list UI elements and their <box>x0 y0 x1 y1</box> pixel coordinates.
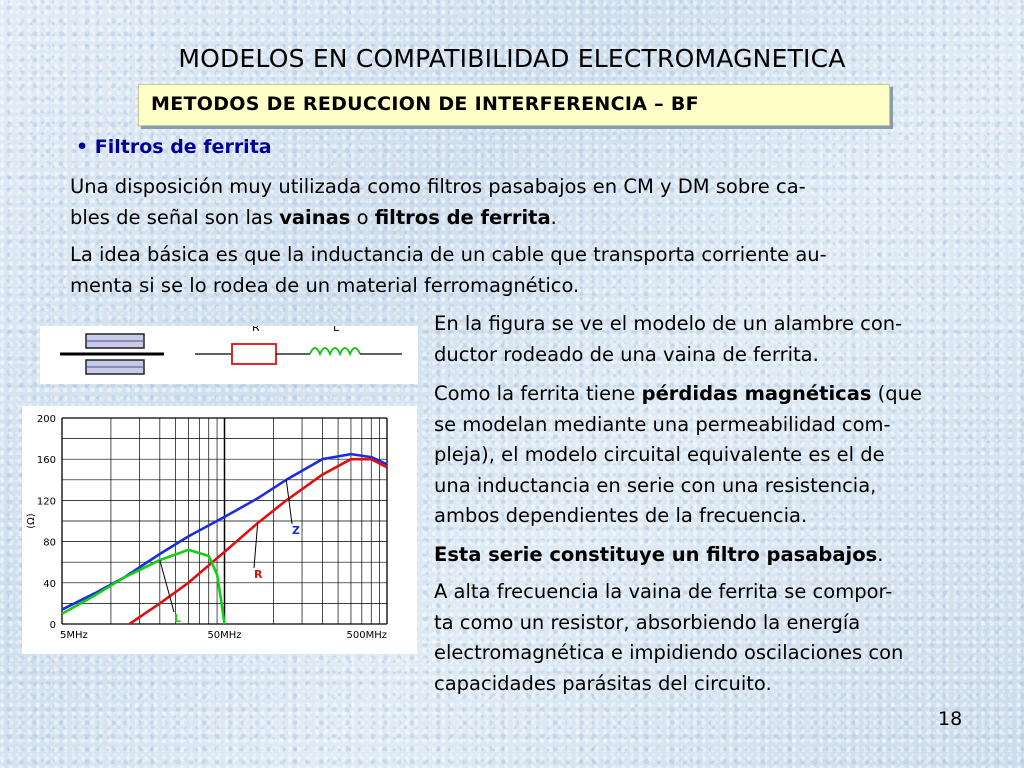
text-line: pleja), el modelo circuital equivalente es el de <box>434 443 885 466</box>
series-leader-line <box>254 523 258 568</box>
right-paragraph-4 <box>434 577 1014 699</box>
series-label-r: R <box>254 568 263 581</box>
y-tick-label: 0 <box>49 620 56 631</box>
series-label-z: Z <box>292 524 300 537</box>
circuit-svg <box>40 326 418 384</box>
text-line <box>434 540 1014 571</box>
x-tick-label: 500MHz <box>346 630 387 641</box>
x-tick-label: 5MHz <box>60 630 88 641</box>
y-tick-label: 160 <box>36 455 56 467</box>
resistor-label: R <box>252 326 260 334</box>
text-line <box>434 379 1014 410</box>
circuit-diagram <box>40 326 418 384</box>
text-line: A alta frecuencia la vaina de ferrita se compor- <box>434 580 893 603</box>
text-line: se modelan mediante una permeabilidad com- <box>434 412 891 436</box>
text-span: (que <box>871 382 923 405</box>
bold-term: vainas <box>279 205 351 229</box>
text-line <box>70 203 990 234</box>
text-line: En la figura se ve el modelo de un alambre con- <box>434 312 903 335</box>
series-leader-line <box>286 480 292 524</box>
text-line: capacidades parásitas del circuito. <box>434 671 772 695</box>
text-line: ambos dependientes de la frecuencia. <box>434 504 808 527</box>
inductor-symbol <box>310 348 360 354</box>
y-tick-label: 120 <box>36 496 56 508</box>
right-paragraph-1 <box>434 309 1014 370</box>
bold-term: Esta serie constituye un filtro pasabajos <box>434 543 878 566</box>
x-tick-label: 50MHz <box>207 630 242 641</box>
text-span: . <box>550 205 557 229</box>
bullet-heading: • Filtros de ferrita <box>76 136 272 158</box>
right-paragraph-3 <box>434 540 1014 571</box>
text-line: una inductancia en serie con una resistencia, <box>434 473 877 497</box>
impedance-chart <box>22 406 417 654</box>
right-paragraph-2 <box>434 379 1014 532</box>
series-label-l: L <box>174 612 182 625</box>
text-line: La idea básica es que la inductancia de un cable que transporta corriente au- <box>70 243 827 266</box>
text-line: electromagnética e impidiendo oscilaciones con <box>434 641 904 664</box>
slide-subtitle: METODOS DE REDUCCION DE INTERFERENCIA – BF <box>151 93 699 115</box>
chart-svg <box>22 406 417 654</box>
bold-term: filtros de ferrita <box>374 205 551 229</box>
y-tick-label: 80 <box>43 537 56 549</box>
text-span: bles de señal son las <box>70 205 280 229</box>
series-line-l <box>62 550 225 624</box>
text-span: . <box>877 543 884 566</box>
series-leader-line <box>160 560 174 612</box>
text-line: ta como un resistor, absorbiendo la energía <box>434 610 861 634</box>
text-span: o <box>350 205 375 229</box>
page-number: 18 <box>938 708 963 730</box>
inductor-label: L <box>333 326 340 334</box>
y-tick-label: 200 <box>36 414 56 425</box>
bold-term: pérdidas magnéticas <box>641 382 872 405</box>
text-line: ductor rodeado de una vaina de ferrita. <box>434 342 819 366</box>
text-line: menta si se lo rodea de un material ferromagnético. <box>70 273 580 297</box>
resistor-symbol <box>232 344 276 364</box>
intro-paragraph-1 <box>70 172 990 233</box>
slide-title: MODELOS EN COMPATIBILIDAD ELECTROMAGNETICA <box>178 44 846 73</box>
intro-paragraph-2 <box>70 240 990 301</box>
text-line: Una disposición muy utilizada como filtros pasabajos en CM y DM sobre ca- <box>70 175 806 198</box>
text-span: Como la ferrita tiene <box>434 382 642 405</box>
y-axis-label: (Ω) <box>26 513 37 529</box>
y-tick-label: 40 <box>43 578 56 590</box>
subtitle-box <box>138 84 890 126</box>
